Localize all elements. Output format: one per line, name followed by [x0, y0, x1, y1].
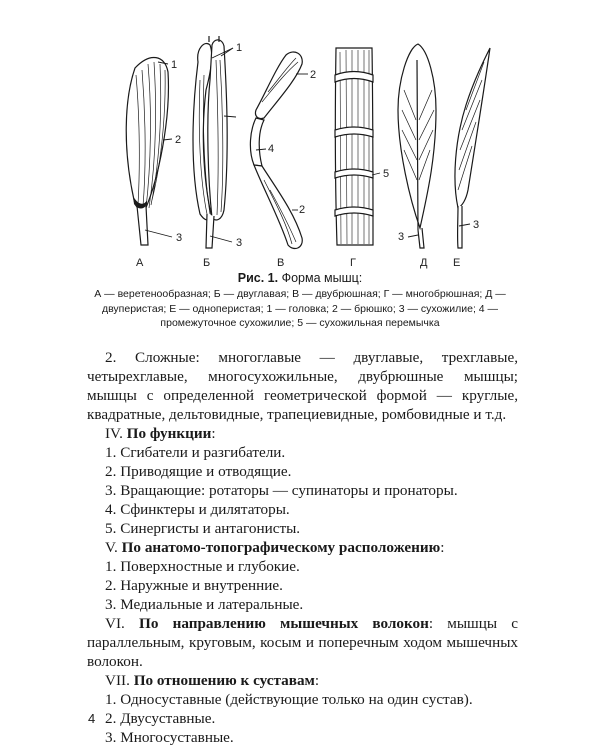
list-item: 5. Синергисты и антагонисты.: [105, 520, 301, 537]
figure-label: Рис. 1.: [237, 271, 279, 285]
label-number: 5: [383, 168, 390, 180]
figure-letter-a: А: [136, 257, 144, 269]
section-heading-topography: V. По анатомо-топографическому расположению:: [105, 539, 445, 556]
muscle-b-biceps: [193, 36, 227, 248]
label-number: 3: [473, 219, 480, 231]
section-heading-joints: VII. По отношению к суставам:: [105, 672, 320, 689]
figure-letter-b: Б: [203, 257, 211, 269]
page-number: 4: [88, 711, 96, 726]
muscle-forms-figure: [0, 0, 600, 270]
label-number: 2: [310, 69, 317, 81]
label-number: 1: [171, 59, 178, 71]
label-number: 4: [268, 143, 275, 155]
section-numeral: IV.: [105, 425, 123, 442]
muscle-v-digastric: [250, 52, 302, 249]
list-item: 2. Наружные и внутренние.: [105, 577, 283, 594]
muscle-a-fusiform: [126, 57, 168, 245]
list-item: 3. Вращающие: ротаторы — супинаторы и пронаторы.: [105, 482, 458, 499]
section-fibers: [87, 614, 518, 671]
figure-letter-v: В: [277, 257, 285, 269]
section-numeral: V.: [105, 539, 118, 556]
section-numeral: VII.: [105, 672, 130, 689]
section-title: По отношению к суставам: [133, 672, 315, 689]
figure-letter-d: Д: [420, 257, 428, 269]
list-item: 2. Двусуставные.: [105, 710, 216, 727]
list-item: 1. Сгибатели и разгибатели.: [105, 444, 286, 461]
paragraph-complex: 2. Сложные: многоглавые — двуглавые, трехглавые, четырехглавые, многосухожильные, двубрюшные мышцы; мышцы с определенной геометрической формой — круглые, квадратные, дельтовидные, трапециевидные, ромбовидные и т.д.: [87, 349, 518, 423]
label-number: 3: [398, 231, 405, 243]
list-item: 3. Многосуставные.: [105, 729, 234, 746]
section-title: По анатомо-топографическому расположению: [121, 539, 441, 556]
muscle-g-multibelly: [335, 48, 373, 245]
section-title: По функции: [126, 425, 212, 442]
figure-caption-legend: А — веретенообразная; Б — двуглавая; В — двубрюшная; Г — многобрюшная; Д — двуперистая; Е — одноперистая; 1 — головка; 2 — брюшко; 3 — сухожилие; 4 — промежуточное сухожилие; 5 — сухожильная перемычка: [94, 288, 506, 329]
figure-title: Форма мышц:: [281, 271, 363, 285]
body-text: [87, 348, 518, 747]
list-item: 2. Приводящие и отводящие.: [105, 463, 292, 480]
label-number: 2: [299, 204, 306, 216]
list-item: 1. Односуставные (действующие только на один сустав).: [105, 691, 473, 708]
label-number: 2: [175, 134, 182, 146]
muscle-e-unipennate: [455, 48, 490, 248]
section-title: По направлению мышечных волокон: [139, 615, 429, 632]
figure-caption-title: [0, 271, 600, 285]
section-heading-function: IV. По функции:: [105, 425, 216, 442]
label-number: 3: [176, 232, 183, 244]
list-item: 4. Сфинктеры и дилятаторы.: [105, 501, 290, 518]
list-item: 1. Поверхностные и глубокие.: [105, 558, 300, 575]
list-item: 3. Медиальные и латеральные.: [105, 596, 304, 613]
label-number: 3: [236, 237, 243, 249]
label-number: 1: [236, 42, 243, 54]
section-text: : мышцы с параллельным, круговым, косым и поперечным ходом мышечных волокон.: [87, 615, 518, 670]
figure-letter-e: Е: [453, 257, 461, 269]
figure-letter-g: Г: [350, 257, 356, 269]
section-numeral: VI.: [105, 615, 125, 632]
muscle-d-bipennate: [398, 44, 436, 248]
